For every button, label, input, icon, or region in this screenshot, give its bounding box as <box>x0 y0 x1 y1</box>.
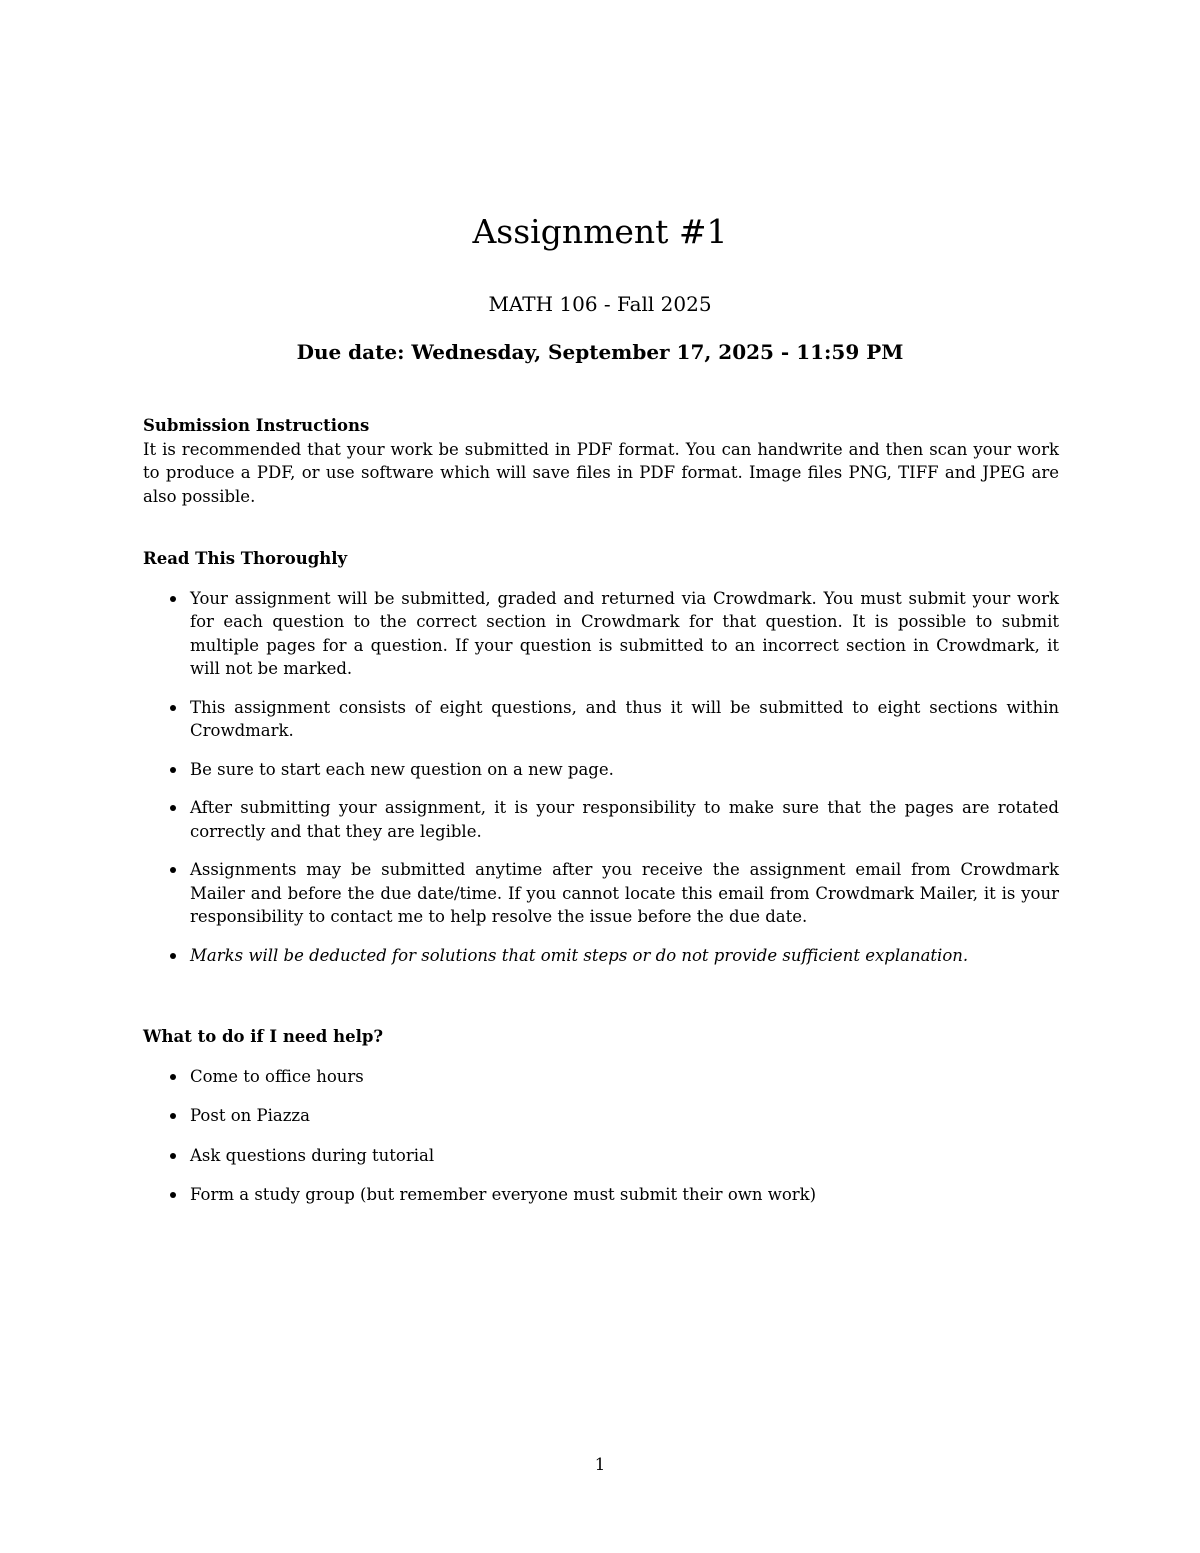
bullet-icon <box>170 1153 176 1159</box>
list-item: This assignment consists of eight questions, and thus it will be submitted to eight sections within Crowdmark. <box>143 696 1059 743</box>
bullet-icon <box>170 596 176 602</box>
bullet-icon <box>170 953 176 959</box>
bullet-icon <box>170 1192 176 1198</box>
bullet-icon <box>170 767 176 773</box>
list-item: Ask questions during tutorial <box>143 1144 1059 1168</box>
page-title: Assignment #1 <box>472 212 728 251</box>
bullet-icon <box>170 805 176 811</box>
page-number: 1 <box>594 1455 606 1474</box>
submission-heading: Submission Instructions <box>143 416 370 435</box>
list-item: Marks will be deducted for solutions that omit steps or do not provide sufficient explanation. <box>143 944 1059 968</box>
list-item: Your assignment will be submitted, graded and returned via Crowdmark. You must submit your work for each question to the correct section in Crowdmark for that question. It is possible to submit multiple pages for a question. If your question is submitted to an incorrect section in Crowdmark, it will not be marked. <box>143 587 1059 681</box>
submission-text: It is recommended that your work be submitted in PDF format. You can handwrite and then scan your work to produce a PDF, or use software which will save files in PDF format. Image files PNG, TIFF and JPEG are also possible. <box>143 439 1059 506</box>
submission-section <box>143 414 1059 508</box>
read-thoroughly-section <box>143 547 1059 982</box>
bullet-icon <box>170 1074 176 1080</box>
help-list <box>143 1065 1059 1207</box>
read-thoroughly-heading: Read This Thoroughly <box>143 549 348 568</box>
bullet-icon <box>170 1113 176 1119</box>
list-item: Assignments may be submitted anytime after you receive the assignment email from Crowdmark Mailer and before the due date/time. If you cannot locate this email from Crowdmark Mailer, it is your responsibility to contact me to help resolve the issue before the due date. <box>143 858 1059 929</box>
list-item: Come to office hours <box>143 1065 1059 1089</box>
list-item: Post on Piazza <box>143 1104 1059 1128</box>
list-item: Form a study group (but remember everyone must submit their own work) <box>143 1183 1059 1207</box>
bullet-icon <box>170 867 176 873</box>
help-section <box>143 1025 1059 1223</box>
course-label: MATH 106 - Fall 2025 <box>488 292 712 316</box>
help-heading: What to do if I need help? <box>143 1027 384 1046</box>
due-date: Due date: Wednesday, September 17, 2025 - 11:59 PM <box>296 340 904 364</box>
list-item: After submitting your assignment, it is your responsibility to make sure that the pages are rotated correctly and that they are legible. <box>143 796 1059 843</box>
list-item: Be sure to start each new question on a new page. <box>143 758 1059 782</box>
read-thoroughly-list <box>143 587 1059 968</box>
bullet-icon <box>170 705 176 711</box>
